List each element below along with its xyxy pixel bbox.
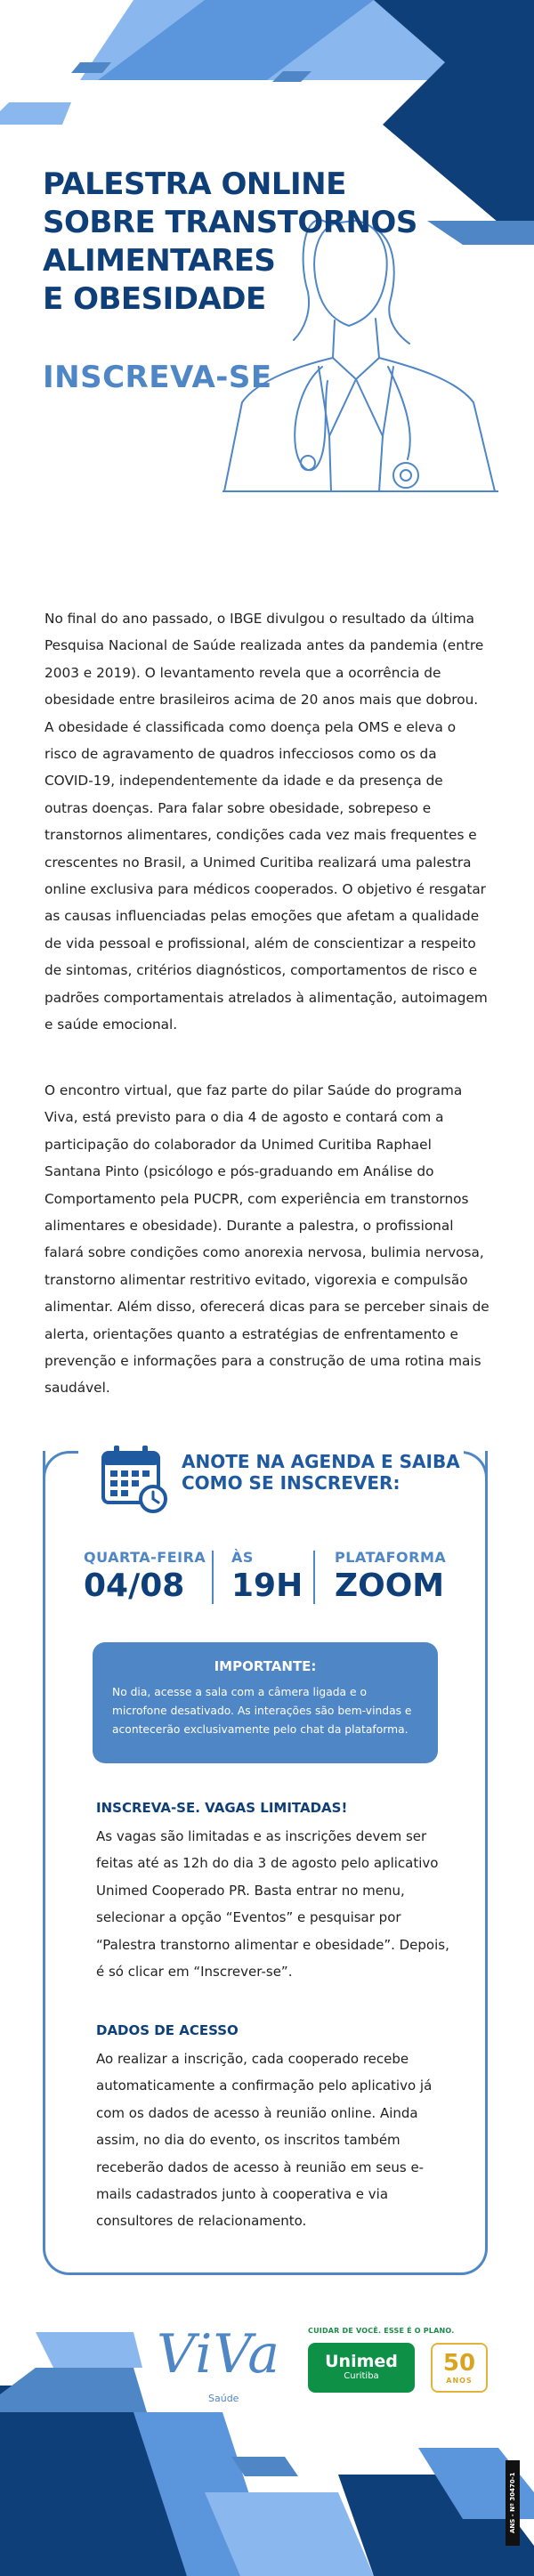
title-line-1: PALESTRA ONLINE (43, 166, 346, 202)
unimed-logo (308, 2343, 415, 2393)
title-line-4: E OBESIDADE (43, 281, 266, 317)
unimed-name: Unimed (325, 2352, 398, 2371)
subscribe-cta[interactable]: INSCREVA-SE (43, 360, 272, 395)
access-text: Ao realizar a inscrição, cada cooperado recebe automaticamente a confirmação pelo aplicativo já com os dados de acesso à reunião online. Ainda assim, no dia do evento, os inscritos também receberão dados de acesso à reunião em seus e-mails cadastrados junto à cooperativa e via consultores de relacionamento. (96, 2051, 433, 2230)
access-title: DADOS DE ACESSO (96, 2022, 239, 2038)
important-text: No dia, acesse a sala com a câmera ligada e o microfone desativado. As interações são bem-vindas e acontecerão exclusivamente pelo chat da plataforma. (112, 1686, 412, 1736)
agenda-title-line-2: COMO SE INSCREVER: (182, 1472, 400, 1494)
time-label: ÀS (231, 1549, 254, 1566)
viva-subtitle: Saúde (208, 2393, 239, 2404)
intro-paragraph (44, 605, 490, 1039)
signup-title: INSCREVA-SE. VAGAS LIMITADAS! (96, 1800, 348, 1816)
date-block (84, 1549, 206, 1605)
paragraph-1: No final do ano passado, o IBGE divulgou o resultado da última Pesquisa Nacional de Saúde realizada antes da pandemia (entre 2003 e 2019). O levantamento revela que a ocorrência de obesidade entre brasileiros acima de 20 anos mais que dobrou. A obesidade é classificada como doença pela OMS e eleva o risco de agravamento de quadros infecciosos como os da COVID-19, independentemente da idade e da presença de outras doenças. Para falar sobre obesidade, sobrepeso e transtornos alimentares, condições cada vez mais frequentes e crescentes no Brasil, a Unimed Curitiba realizará uma palestra online exclusiva para médicos cooperados. O objetivo é resgatar as causas influenciadas pelas emoções que afetam a qualidade de vida pessoal e profissional, além de conscientizar a respeito de sintomas, critérios diagnósticos, comportamentos de risco e padrões comportamentais atrelados à alimentação, autoimagem e saúde emocional. (44, 611, 488, 1033)
footer-shape-light-left (36, 2332, 142, 2368)
agenda-title-line-1: ANOTE NA AGENDA E SAIBA (182, 1451, 460, 1472)
unimed-city: Curitiba (344, 2371, 379, 2381)
access-section (96, 2045, 452, 2235)
divider-2 (313, 1551, 315, 1604)
page-title (43, 166, 434, 319)
divider-1 (212, 1551, 214, 1604)
important-title: IMPORTANTE: (214, 1658, 317, 1674)
date-value: 04/08 (84, 1567, 185, 1604)
calendar-icon (98, 1444, 169, 1515)
title-line-3: ALIMENTARES (43, 243, 276, 279)
platform-block (335, 1549, 446, 1605)
anniversary-badge (431, 2343, 488, 2393)
day-label: QUARTA-FEIRA (84, 1549, 206, 1566)
anniversary-label: ANOS (446, 2377, 473, 2385)
viva-logo: ViVa (157, 2323, 281, 2386)
title-line-2: SOBRE TRANSTORNOS (43, 205, 417, 240)
platform-value: ZOOM (335, 1567, 445, 1604)
signup-text: As vagas são limitadas e as inscrições devem ser feitas até as 12h do dia 3 de agosto pelo aplicativo Unimed Cooperado PR. Basta entrar no menu, selecionar a opção “Eventos” e pesquisar por “Palestra transtorno alimentar e obesidade”. Depois, é só clicar em “Inscrever-se”. (96, 1828, 449, 1981)
paragraph-2: O encontro virtual, que faz parte do pilar Saúde do programa Viva, está previsto para o dia 4 de agosto e contará com a participação do colaborador da Unimed Curitiba Raphael Santana Pinto (psicólogo e pós-graduando em Análise do Comportamento pela PUCPR, com experiência em transtornos alimentares e obesidade). Durante a palestra, o profissional falará sobre condições como anorexia nervosa, bulimia nervosa, transtorno alimentar restritivo evitado, vigorexia e compulsão alimentar. Além disso, oferecerá dicas para se perceber sinais de alerta, orientações quanto a estratégias de enfrentamento e prevenção e informações para a construção de uma rotina mais saudável. (44, 1082, 490, 1397)
event-paragraph (44, 1077, 490, 1402)
time-value: 19H (231, 1567, 303, 1604)
care-tagline: CUIDAR DE VOCÊ. ESSE É O PLANO. (308, 2327, 455, 2335)
footer-shape-light-strip (0, 2368, 147, 2412)
agenda-title (178, 1451, 464, 1494)
time-block (231, 1549, 303, 1605)
important-box (93, 1642, 438, 1763)
header-shape-small-2 (0, 102, 71, 125)
anniversary-number: 50 (442, 2350, 476, 2377)
signup-section (96, 1823, 452, 1985)
platform-label: PLATAFORMA (335, 1549, 447, 1566)
ans-registration: ANS - Nº 30470-1 (506, 2460, 520, 2546)
